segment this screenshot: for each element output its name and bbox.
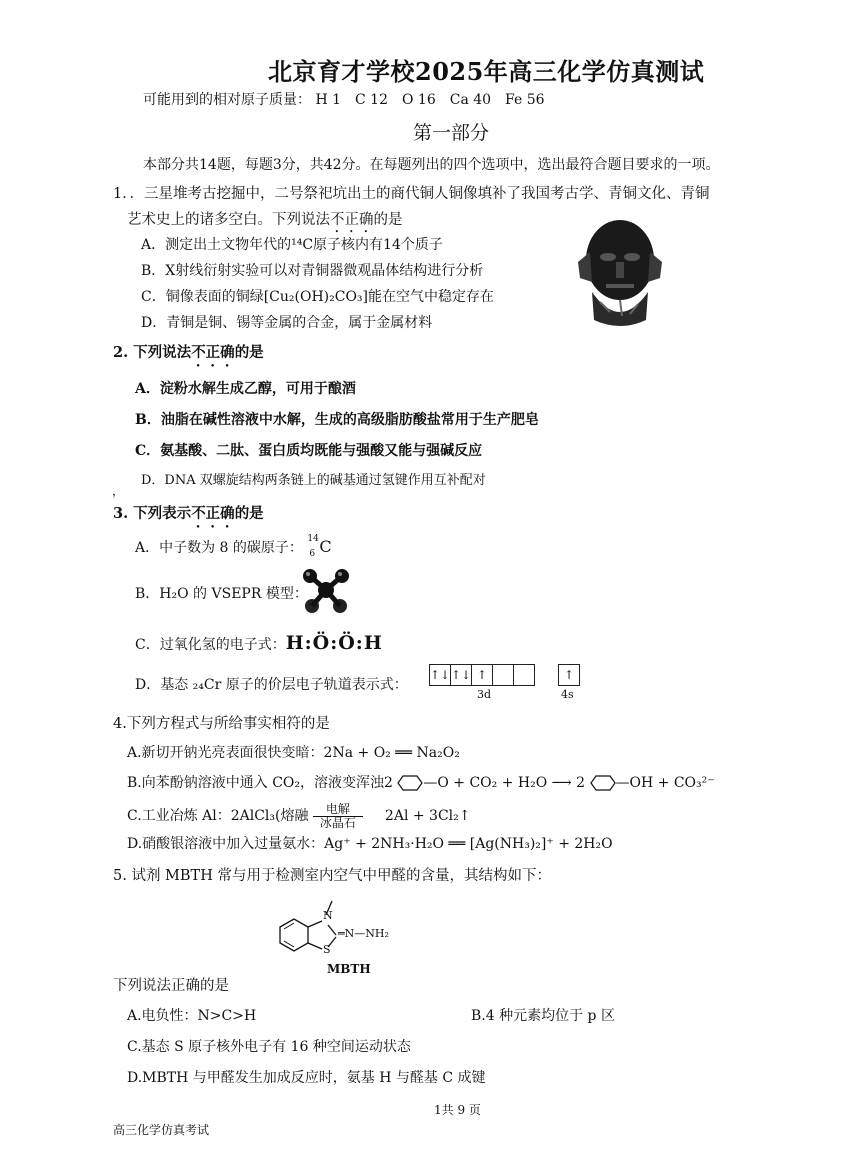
mbth-hydrazone-group: ═N—NH₂ — [338, 927, 389, 940]
q5-stem: 5. 试剂 MBTH 常与用于检测室内空气中甲醛的含量，其结构如下： — [113, 868, 551, 884]
q1-option-d: D．青铜是铜、锡等金属的合金，属于金属材料 — [141, 315, 433, 331]
page-number: 1共 9 页 — [434, 1103, 481, 1117]
orbital-3d — [429, 664, 534, 686]
q2-option-a: A．淀粉水解生成乙醇，可用于酿酒 — [135, 381, 356, 397]
q3-stem: 3. 下列表示不正确的是 — [113, 505, 264, 522]
instructions: 本部分共14题，每题3分，共42分。在每题列出的四个选项中，选出最符合题目要求的一项。 — [143, 157, 720, 173]
q1-option-c: C．铜像表面的铜绿[Cu₂(OH)₂CO₃]能在空气中稳定存在 — [141, 289, 494, 305]
orbital-4s — [558, 664, 579, 686]
q5-question: 下列说法正确的是 — [113, 978, 229, 994]
orbital-box — [513, 664, 535, 686]
benzene-ring-icon — [397, 774, 423, 792]
peroxide-electron-formula: H:Ö:Ö:H — [285, 632, 383, 654]
q5-option-a: A.电负性：N>C>H — [127, 1008, 257, 1024]
q2-option-b: B．油脂在碱性溶液中水解，生成的高级脂肪酸盐常用于生产肥皂 — [135, 412, 539, 428]
q3-option-d: D．基态 ₂₄Cr 原子的价层电子轨道表示式： — [135, 677, 408, 693]
part-title: 第一部分 — [413, 122, 490, 144]
orbital-box: ↑ — [471, 664, 493, 686]
q3-option-a: A．中子数为 8 的碳原子： 14 6 C — [135, 534, 332, 559]
q3-negation: 不正确 — [191, 505, 235, 522]
q1-stem-line1: 1．．三星堆考古挖掘中，二号祭祀坑出土的商代铜人铜像填补了我国考古学、青铜文化、青铜 — [113, 186, 710, 202]
reaction-condition: 电解 冰晶石 — [313, 803, 363, 829]
atomic-masses: 可能用到的相对原子质量： H 1 C 12 O 16 Ca 40 Fe 56 — [143, 92, 545, 108]
q4-option-d: D.硝酸银溶液中加入过量氨水：Ag⁺ + 2NH₃·H₂O ══ [Ag(NH₃)₂]⁺ + 2H₂O — [127, 836, 613, 852]
q4-option-c: C.工业冶炼 Al：2AlCl₃(熔融 电解 冰晶石 2Al + 3Cl₂↑ — [127, 802, 471, 830]
mbth-atom-s: S — [323, 943, 331, 956]
benzene-ring-icon — [590, 774, 616, 792]
isotope-notation: 14 6 — [307, 534, 319, 559]
q5-option-b: B.4 种元素均位于 p 区 — [471, 1008, 615, 1024]
q4-option-a: A.新切开钠光亮表面很快变暗：2Na + O₂ ══ Na₂O₂ — [127, 745, 460, 761]
q5-option-d: D.MBTH 与甲醛发生加成反应时，氨基 H 与醛基 C 成键 — [127, 1070, 486, 1086]
q3-option-c: C．过氧化氢的电子式：H:Ö:Ö:H — [135, 632, 383, 654]
q1-option-a: A．测定出土文物年代的¹⁴C原子核内有14个质子 — [141, 237, 443, 253]
q3-option-b: B．H₂O 的 VSEPR 模型： — [135, 586, 308, 602]
q2-option-d: D．DNA 双螺旋结构两条链上的碱基通过氢键作用互补配对 — [141, 473, 486, 488]
orbital-box: ↑↓ — [429, 664, 451, 686]
label-4s: 4s — [561, 688, 574, 701]
orbital-box — [492, 664, 514, 686]
mbth-atom-n: N — [323, 909, 333, 922]
mbth-label: MBTH — [327, 962, 371, 976]
q2-negation: 不正确 — [191, 344, 235, 361]
bronze-mask-image — [570, 212, 670, 332]
q1-negation: 不正确 — [330, 212, 374, 228]
q1-stem-line2: 艺术史上的诸多空白。下列说法不正确的是 — [127, 212, 403, 228]
q5-option-c: C.基态 S 原子核外电子有 16 种空间运动状态 — [127, 1039, 411, 1055]
footer-exam-name: 高三化学仿真考试 — [113, 1123, 210, 1137]
q4-stem: 4.下列方程式与所给事实相符的是 — [113, 716, 330, 732]
q1-option-b: B．X射线衍射实验可以对青铜器微观晶体结构进行分析 — [141, 263, 484, 279]
label-3d: 3d — [477, 688, 492, 701]
stray-mark: ， — [112, 484, 125, 498]
orbital-box: ↑ — [558, 664, 580, 686]
orbital-box: ↑↓ — [450, 664, 472, 686]
q2-option-c: C．氨基酸、二肽、蛋白质均既能与强酸又能与强碱反应 — [135, 443, 483, 459]
vsepr-model-image — [302, 568, 350, 614]
page-title: 北京育才学校2025年高三化学仿真测试 — [268, 57, 705, 86]
q4-option-b: B.向苯酚钠溶液中通入 CO₂，溶液变浑浊2 —O + CO₂ + H₂O ⟶ 2 —OH + CO₃²⁻ — [127, 775, 715, 791]
q2-stem: 2. 下列说法不正确的是 — [113, 344, 264, 361]
